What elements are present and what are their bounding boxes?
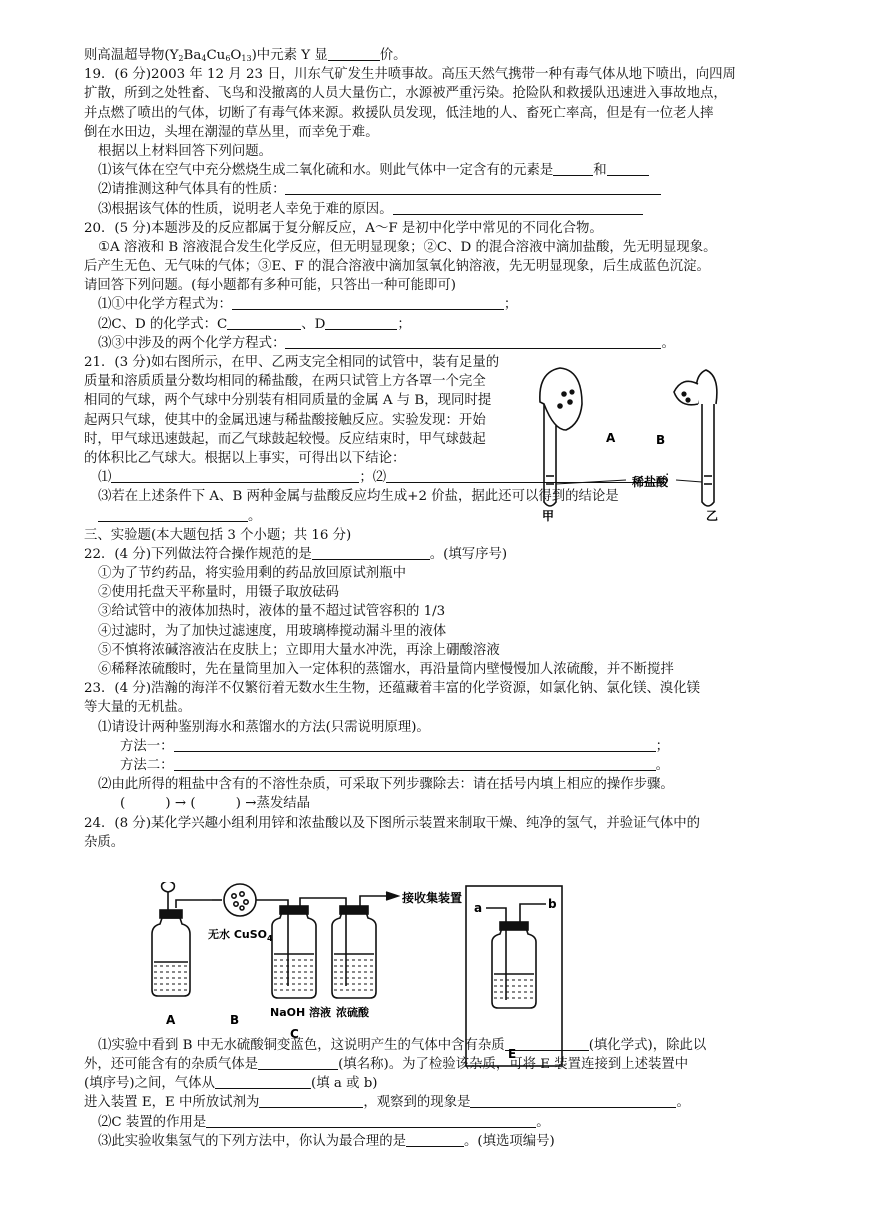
label-collect: 接收集装置 <box>402 891 463 905</box>
q22-option: ③给试管中的液体加热时，液体的量不超过试管容积的 1/3 <box>98 604 446 620</box>
q19-text: 19．(6 分)2003 年 12 月 23 日，川东气矿发生井喷事故。高压天然气携带一种有毒气体从地下喷出，向四周 <box>84 67 736 83</box>
port-a: a <box>474 901 483 915</box>
label-naoh: NaOH 溶液 <box>270 1006 332 1019</box>
q23-method2: 方法二： 。 <box>120 757 669 773</box>
q21-text: 时，甲气球迅速鼓起，而乙气球鼓起较慢。反应结束时，甲气球鼓起 <box>84 431 486 447</box>
q22-option: ②使用托盘天平称量时，用镊子取放砝码 <box>98 585 340 601</box>
q22-option: ⑤不慎将浓碱溶液沾在皮肤上；立即用大量水冲洗，再涂上硼酸溶液 <box>98 642 500 658</box>
q23-text: 23．(4 分)浩瀚的海洋不仅繁衍着无数水生生物，还蕴藏着丰富的化学资源，如氯化钠、氯化镁、溴化镁 <box>84 681 701 697</box>
answer-blank[interactable] <box>607 161 649 176</box>
label-h2so4: 浓硫酸 <box>336 1006 369 1019</box>
q21-part3: ⑶若在上述条件下 A、B 两种金属与盐酸反应均生成+2 价盐，据此还可以得到的结论是 <box>98 489 619 505</box>
answer-blank[interactable] <box>325 315 397 330</box>
label-b: B <box>230 1013 240 1027</box>
q22-option: ①为了节约药品，将实验用剩的药品放回原试剂瓶中 <box>98 566 406 582</box>
answer-blank[interactable] <box>227 315 301 330</box>
label-cuso4: 无水 CuSO$_4$ <box>208 928 273 943</box>
q20-text: 请回答下列问题。(每小题都有多种可能，只答出一种可能即可) <box>84 278 456 294</box>
answer-blank[interactable] <box>232 295 504 310</box>
q24-part1: (填序号)之间，气体从 (填 a 或 b) <box>84 1076 378 1092</box>
q20-part3: ⑶③中涉及的两个化学方程式： 。 <box>98 335 675 351</box>
q24-part1: 外，还可能含有的杂质气体是 (填名称)。为了检验该杂质，可将 E 装置连接到上述装置中 <box>84 1057 689 1073</box>
q23-part1: ⑴请设计两种鉴别海水和蒸馏水的方法(只需说明原理)。 <box>98 719 430 735</box>
answer-blank[interactable] <box>174 756 656 771</box>
label-c: C <box>290 1027 299 1041</box>
q21-text: 的体积比乙气球大。根据以上事实，可得出以下结论： <box>84 450 406 466</box>
q19-text: 扩散，所到之处牲畜、飞鸟和没撤离的人员大量伤亡，水源被严重污染。抢险队和救援队迅速进入事故地点， <box>84 86 727 102</box>
q20-text: 20．(5 分)本题涉及的反应都属于复分解反应，A～F 是初中化学中常见的不同化合物。 <box>84 220 603 236</box>
q23-steps: ( ) → ( ) →蒸发结晶 <box>120 796 311 812</box>
q20-text: ①A 溶液和 B 溶液混合发生化学反应，但无明显现象；②C、D 的混合溶液中滴加盐酸，先无明显现象。 <box>98 239 717 255</box>
answer-blank[interactable] <box>174 737 656 752</box>
q20-text: 后产生无色、无气味的气体；③E、F 的混合溶液中滴加氢氧化钠溶液，先无明显现象，后生成蓝色沉淀。 <box>84 259 710 275</box>
answer-blank[interactable] <box>98 507 248 522</box>
q22-text: 22．(4 分)下列做法符合操作规范的是 。(填写序号) <box>84 546 508 562</box>
q23-text: 等大量的无机盐。 <box>84 700 192 716</box>
label-a: A <box>606 431 616 445</box>
answer-blank[interactable] <box>406 1132 464 1147</box>
line-valence: 则高温超导物$(Y_2Ba_4Cu_6O_{13})$中元素 Y 显 价。 <box>84 48 407 63</box>
q23-method1: 方法一： ； <box>120 738 669 754</box>
q21-text: 相同的气球，两个气球中分别装有相同质量的金属 A 与 B，现同时提 <box>84 393 492 409</box>
q24-part3: ⑶此实验收集氢气的下列方法中，你认为最合理的是 。(填选项编号) <box>98 1133 555 1149</box>
q24-text: 杂质。 <box>84 834 125 850</box>
answer-blank[interactable] <box>215 1074 311 1089</box>
q24-part1: ⑴实验中看到 B 中无水硫酸铜变蓝色，这说明产生的气体中含有杂质 (填化学式)，除此以 <box>98 1037 707 1053</box>
answer-blank[interactable] <box>393 200 643 215</box>
q19-part3: ⑶根据该气体的性质，说明老人幸免于难的原因。 <box>84 200 784 219</box>
q19-text: 倒在水田边，头埋在潮湿的草丛里，而幸免于难。 <box>84 124 379 140</box>
answer-blank[interactable] <box>553 161 593 176</box>
exam-page <box>84 46 784 1151</box>
answer-blank[interactable] <box>111 468 359 483</box>
port-b: b <box>548 897 557 911</box>
label-e: E <box>508 1047 517 1061</box>
q23-part2: ⑵由此所得的粗盐中含有的不溶性杂质，可采取下列步骤除去：请在括号内填上相应的操作步骤。 <box>98 777 674 793</box>
q21-text: 21．(3 分)如右图所示，在甲、乙两支完全相同的试管中，装有足量的 <box>84 355 500 370</box>
q19-text: 根据以上材料回答下列问题。 <box>98 143 273 159</box>
balloon-test-tube-figure <box>536 364 766 522</box>
answer-blank[interactable] <box>285 334 661 349</box>
q19-part2: ⑵请推测这种气体具有的性质： <box>84 180 784 199</box>
q24-part1: 进入装置 E，E 中所放试剂为 ，观察到的现象是 。 <box>84 1095 690 1111</box>
label-jia: 甲 <box>542 509 555 522</box>
label-b: B <box>656 433 666 447</box>
gas-apparatus-figure <box>146 882 646 1072</box>
q20-part2: ⑵C、D 的化学式：C 、D ； <box>98 316 411 332</box>
q21-text: 质量和溶质质量分数均相同的稀盐酸，在两只试管上方各罩一个完全 <box>84 374 486 390</box>
q22-option: ⑥稀释浓硫酸时，先在量筒里加入一定体积的蒸馏水，再沿量筒内壁慢慢加人浓硫酸，并不断搅拌 <box>98 662 674 677</box>
label-acid: 稀盐酸 <box>632 475 669 489</box>
q21-text: 起两只气球，使其中的金属迅速与稀盐酸接触反应。实验发现：开始 <box>84 412 486 428</box>
label-a: A <box>166 1013 176 1027</box>
q24-part2: ⑵C 装置的作用是 。 <box>98 1114 550 1130</box>
q19-part1: ⑴该气体在空气中充分燃烧生成二氧化硫和水。则此气体中一定含有的元素是 和 <box>84 161 784 180</box>
q20-part1: ⑴①中化学方程式为： ； <box>98 297 518 313</box>
answer-blank[interactable] <box>285 180 661 195</box>
answer-blank[interactable] <box>259 1093 363 1108</box>
answer-blank[interactable] <box>206 1113 536 1128</box>
q22-option: ④过滤时，为了加快过滤速度，用玻璃棒搅动漏斗里的液体 <box>98 623 447 639</box>
answer-blank[interactable] <box>470 1093 676 1108</box>
answer-blank[interactable] <box>312 545 430 560</box>
q24-text: 24．(8 分)某化学兴趣小组利用锌和浓盐酸以及下图所示装置来制取干燥、纯净的氢气，并验证气体中的 <box>84 815 701 831</box>
section-title: 三、实验题(本大题包括 3 个小题；共 16 分) <box>84 527 352 543</box>
q19-text: 并点燃了喷出的气体，切断了有毒气体来源。救援队员发现，低洼地的人、畜死亡率高，但是有一位老人摔 <box>84 105 714 121</box>
label-yi: 乙 <box>706 509 719 522</box>
answer-blank[interactable] <box>328 46 380 61</box>
q21-part1-2: ⑴ ；⑵ ； <box>98 470 678 486</box>
q21-part3-answer: 。 <box>84 507 784 526</box>
